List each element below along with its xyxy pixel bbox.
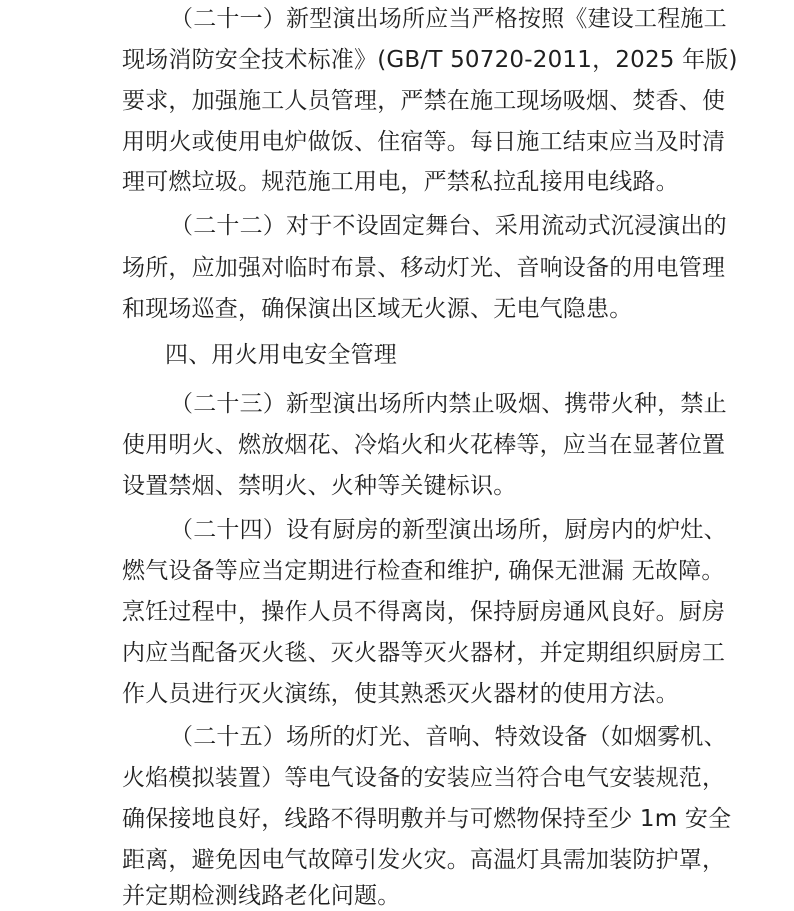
paragraph-21-line-5: 理可燃垃圾。规范施工用电，严禁私拉乱接用电线路。 xyxy=(122,169,679,195)
paragraph-24-line-3: 烹饪过程中，操作人员不得离岗，保持厨房通风良好。厨房 xyxy=(122,599,726,625)
paragraph-22-line-1: （二十二）对于不设固定舞台、采用流动式沉浸演出的 xyxy=(170,213,727,239)
paragraph-22-line-3: 和现场巡查，确保演出区域无火源、无电气隐患。 xyxy=(122,296,633,322)
paragraph-25-line-4: 距离，避免因电气故障引发火灾。高温灯具需加装防护罩， xyxy=(122,847,726,873)
paragraph-21-line-1: （二十一）新型演出场所应当严格按照《建设工程施工 xyxy=(170,6,727,32)
paragraph-23-line-2: 使用明火、燃放烟花、冷焰火和火花棒等，应当在显著位置 xyxy=(122,432,726,458)
paragraph-24-line-4: 内应当配备灭火毯、灭火器等灭火器材，并定期组织厨房工 xyxy=(122,640,726,666)
paragraph-21-line-4: 用明火或使用电炉做饭、住宿等。每日施工结束应当及时清 xyxy=(122,129,726,155)
paragraph-25-line-2: 火焰模拟装置）等电气设备的安装应当符合电气安装规范， xyxy=(122,765,726,791)
paragraph-23-line-1: （二十三）新型演出场所内禁止吸烟、携带火种，禁止 xyxy=(170,391,727,417)
paragraph-22-line-2: 场所，应加强对临时布景、移动灯光、音响设备的用电管理 xyxy=(122,255,726,281)
paragraph-25-line-3: 确保接地良好，线路不得明敷并与可燃物保持至少 1m 安全 xyxy=(122,806,732,832)
paragraph-24-line-5: 作人员进行灭火演练，使其熟悉灭火器材的使用方法。 xyxy=(122,681,679,707)
paragraph-25-line-1: （二十五）场所的灯光、音响、特效设备（如烟雾机、 xyxy=(170,724,727,750)
paragraph-24-line-2: 燃气设备等应当定期进行检查和维护, 确保无泄漏 无故障。 xyxy=(122,558,725,584)
section-heading-4: 四、用火用电安全管理 xyxy=(165,342,397,368)
paragraph-21-line-3: 要求，加强施工人员管理，严禁在施工现场吸烟、焚香、使 xyxy=(122,88,726,114)
paragraph-21-line-2: 现场消防安全技术标准》(GB/T 50720-2011，2025 年版) xyxy=(122,47,738,73)
paragraph-23-line-3: 设置禁烟、禁明火、火种等关键标识。 xyxy=(122,473,517,499)
paragraph-25-line-5: 并定期检测线路老化问题。 xyxy=(122,883,401,909)
paragraph-24-line-1: （二十四）设有厨房的新型演出场所，厨房内的炉灶、 xyxy=(170,517,727,543)
